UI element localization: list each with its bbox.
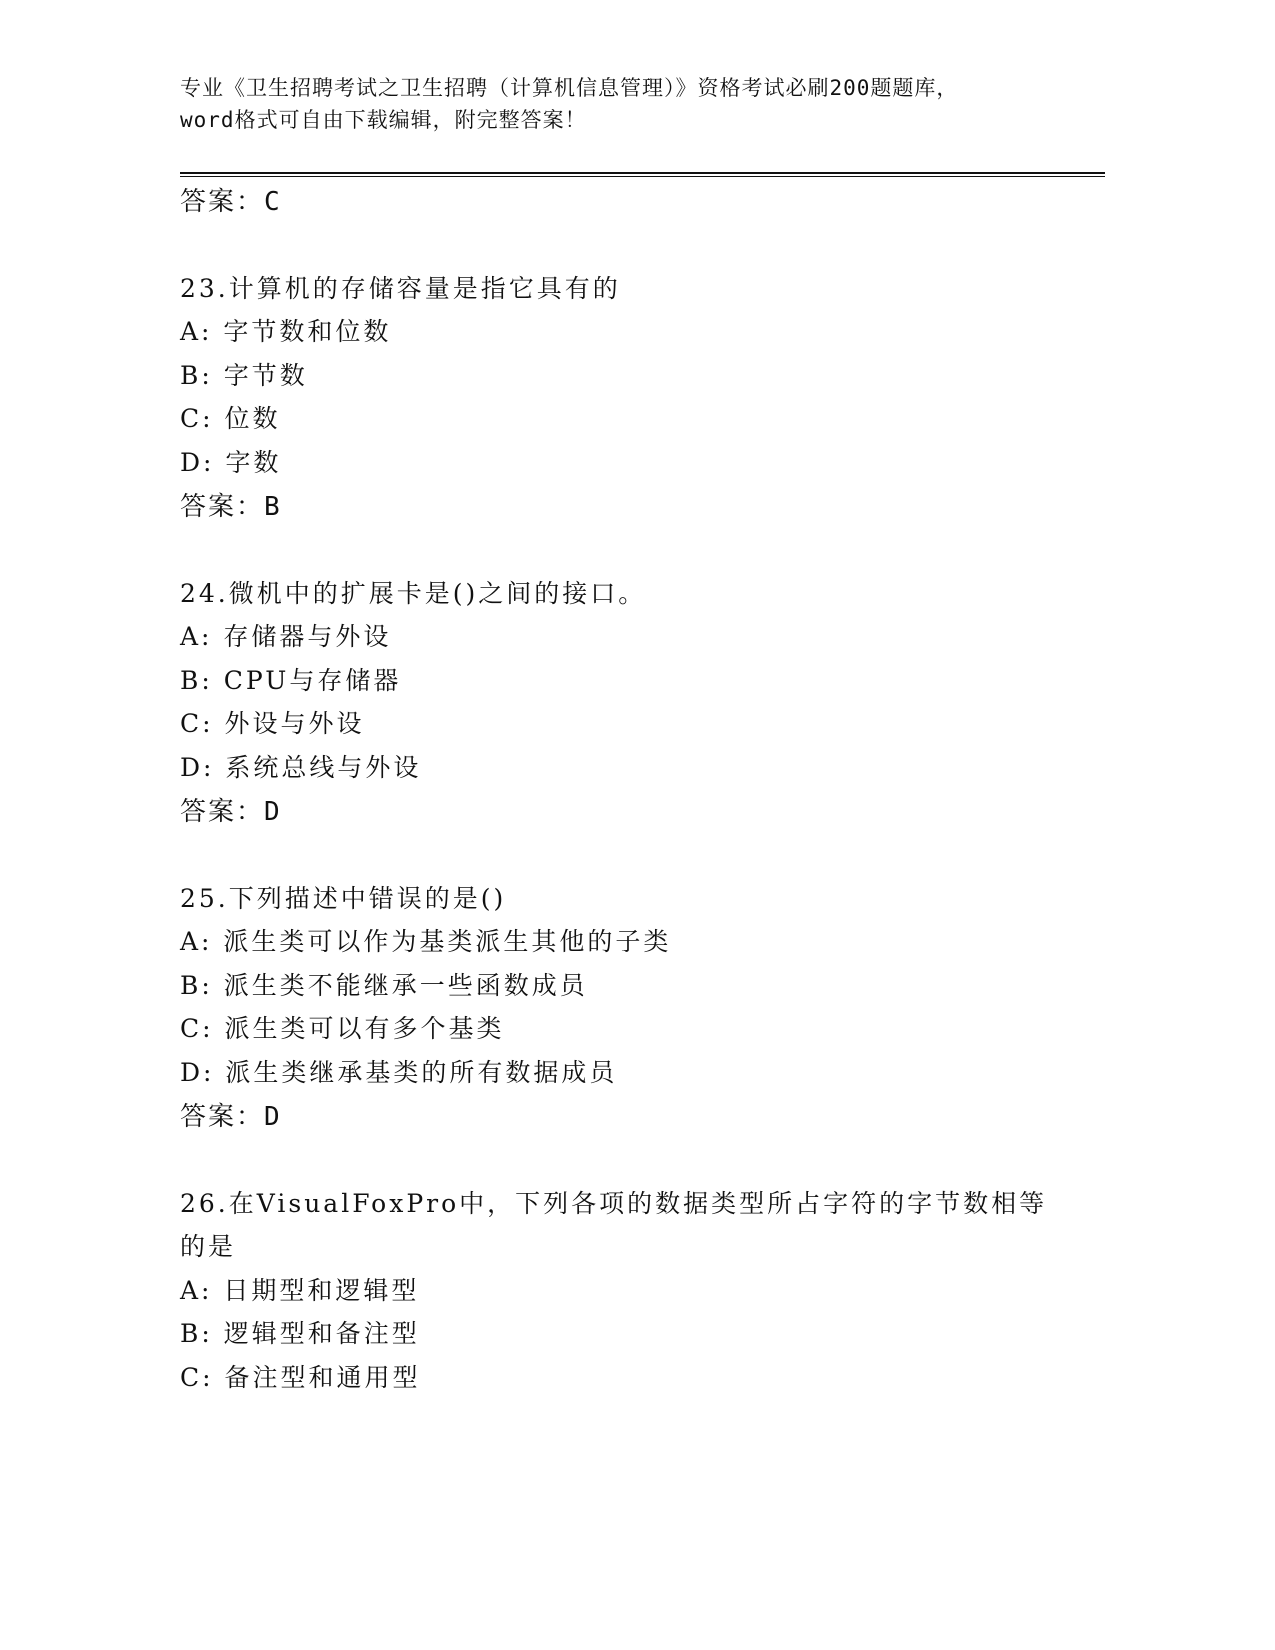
question-26-option-b: B: 逻辑型和备注型 — [180, 1319, 420, 1348]
question-24-stem: 24.微机中的扩展卡是()之间的接口。 — [180, 579, 647, 608]
header-divider-thick — [180, 172, 1105, 174]
question-24-option-d: D: 系统总线与外设 — [180, 753, 422, 782]
previous-answer — [180, 186, 282, 218]
question-25-option-b: B: 派生类不能继承一些函数成员 — [180, 971, 588, 1000]
question-26-stem: 26.在VisualFoxPro中，下列各项的数据类型所占字符的字节数相等 — [180, 1189, 1048, 1218]
question-24-option-c: C: 外设与外设 — [180, 709, 365, 738]
question-26-stem-continued: 的是 — [180, 1232, 237, 1261]
question-24-answer — [180, 796, 282, 828]
header-divider-thin — [180, 176, 1105, 177]
question-23-option-d: D: 字数 — [180, 448, 282, 477]
question-23-option-b: B: 字节数 — [180, 361, 308, 390]
answer-value: D — [264, 797, 282, 827]
answer-value: D — [264, 1102, 282, 1132]
question-25-answer — [180, 1101, 282, 1133]
question-25-stem: 25.下列描述中错误的是() — [180, 884, 507, 913]
question-25-option-d: D: 派生类继承基类的所有数据成员 — [180, 1058, 618, 1087]
question-25-option-a: A: 派生类可以作为基类派生其他的子类 — [180, 927, 672, 956]
document-header — [180, 72, 1100, 136]
question-24-option-b: B: CPU与存储器 — [180, 666, 402, 695]
question-23-stem: 23.计算机的存储容量是指它具有的 — [180, 274, 621, 303]
question-23-option-c: C: 位数 — [180, 404, 281, 433]
question-25-option-c: C: 派生类可以有多个基类 — [180, 1014, 505, 1043]
question-23-option-a: A: 字节数和位数 — [180, 317, 392, 346]
answer-value: B — [264, 492, 282, 522]
question-23-answer — [180, 491, 282, 523]
question-24-option-a: A: 存储器与外设 — [180, 622, 392, 651]
answer-label: 答案： — [180, 492, 265, 522]
header-line-2: word格式可自由下载编辑，附完整答案！ — [180, 108, 587, 132]
answer-value: C — [264, 187, 282, 217]
header-line-1: 专业《卫生招聘考试之卫生招聘（计算机信息管理）》资格考试必刷200题题库， — [180, 76, 959, 100]
question-26-option-a: A: 日期型和逻辑型 — [180, 1276, 420, 1305]
answer-label: 答案： — [180, 797, 265, 827]
answer-label: 答案： — [180, 1102, 265, 1132]
answer-label: 答案： — [180, 187, 265, 217]
question-26-option-c: C: 备注型和通用型 — [180, 1363, 421, 1392]
